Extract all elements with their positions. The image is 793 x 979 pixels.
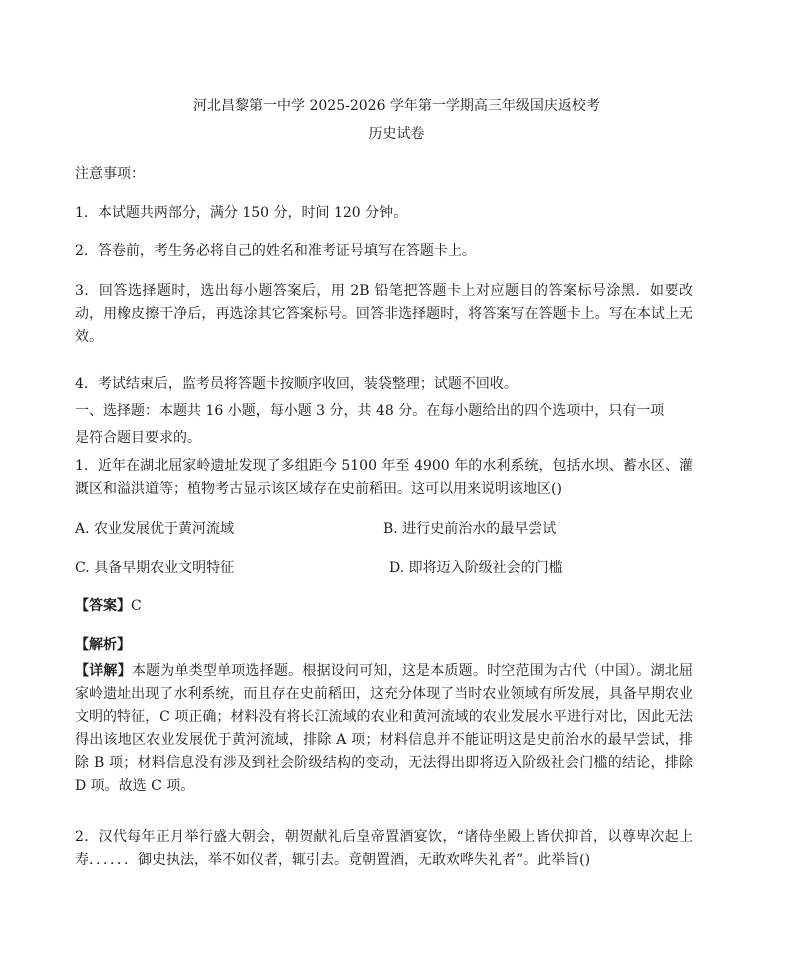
detail-label: 【详解】 bbox=[75, 663, 132, 679]
notice-heading: 注意事项： bbox=[75, 166, 145, 182]
exam-title: 河北昌黎第一中学 2025-2026 学年第一学期高三年级国庆返校考 bbox=[193, 98, 600, 114]
question-1-option-d: D. 即将迈入阶级社会的门槛 bbox=[389, 560, 563, 576]
notice-item-4: 4．考试结束后，监考员将答题卡按顺序收回，装袋整理；试题不回收。 bbox=[75, 376, 518, 392]
question-1-option-b: B. 进行史前治水的最早尝试 bbox=[383, 521, 557, 537]
question-1-analysis-label bbox=[75, 635, 131, 655]
exam-subject: 历史试卷 bbox=[368, 126, 425, 142]
analysis-label: 【解析】 bbox=[75, 637, 131, 653]
question-1-detail bbox=[75, 660, 693, 798]
section-instruction-line-2: 是符合题目要求的。 bbox=[75, 430, 201, 446]
question-1-option-c: C. 具备早期农业文明特征 bbox=[75, 560, 235, 576]
notice-item-3: 3．回答选择题时，选出每小题答案后，用 2B 铅笔把答题卡上对应题目的答案标号涂黑．如要改动，用橡皮擦干净后，再选涂其它答案标号。回答非选择题时，将答案写在答题卡上。写在本试上无效。 bbox=[75, 283, 693, 345]
answer-value: C bbox=[131, 598, 142, 614]
notice-item-2: 2．答卷前，考生务必将自己的姓名和准考证号填写在答题卡上。 bbox=[75, 243, 476, 259]
question-1-answer bbox=[75, 596, 142, 616]
detail-text: 本题为单类型单项选择题。根据设问可知，这是本质题。时空范围为古代（中国）。湖北屈家岭遗址出现了水利系统，而且存在史前稻田，这充分体现了当时农业领域有所发展，具备早期农业文明的特征，C 项正确；材料没有将长江流域的农业和黄河流域的农业发展水平进行对比，因此无法得出该地区农业发展优于黄河流域，排除 A 项；材料信息并不能证明这是史前治水的最早尝试，排除 B 项；材料信息没有涉及到社会阶级结构的变动，无法得出即将迈入阶级社会门槛的结论，排除 D 项。故选 C 项。 bbox=[75, 663, 694, 794]
question-1-stem: 1．近年在湖北屈家岭遗址发现了多组距今 5100 年至 4900 年的水利系统，包括水坝、蓄水区、灌溉区和溢洪道等；植物考古显示该区域存在史前稻田。这可以用来说明该地区() bbox=[75, 458, 693, 497]
section-instruction-line-1: 一、选择题：本题共 16 小题，每小题 3 分，共 48 分。在每小题给出的四个选项中，只有一项 bbox=[75, 403, 665, 419]
answer-label: 【答案】 bbox=[75, 598, 131, 614]
notice-item-1: 1．本试题共两部分，满分 150 分，时间 120 分钟。 bbox=[75, 205, 408, 221]
question-1-option-a: A. 农业发展优于黄河流域 bbox=[75, 521, 235, 537]
question-2-stem: 2．汉代每年正月举行盛大朝会，朝贺献礼后皇帝置酒宴饮，“诸侍坐殿上皆伏抑首，以尊卑次起上寿．．．．．．御史执法，举不如仪者，辄引去。竟朝置酒，无敢欢哗失礼者”。此举旨() bbox=[75, 829, 693, 868]
